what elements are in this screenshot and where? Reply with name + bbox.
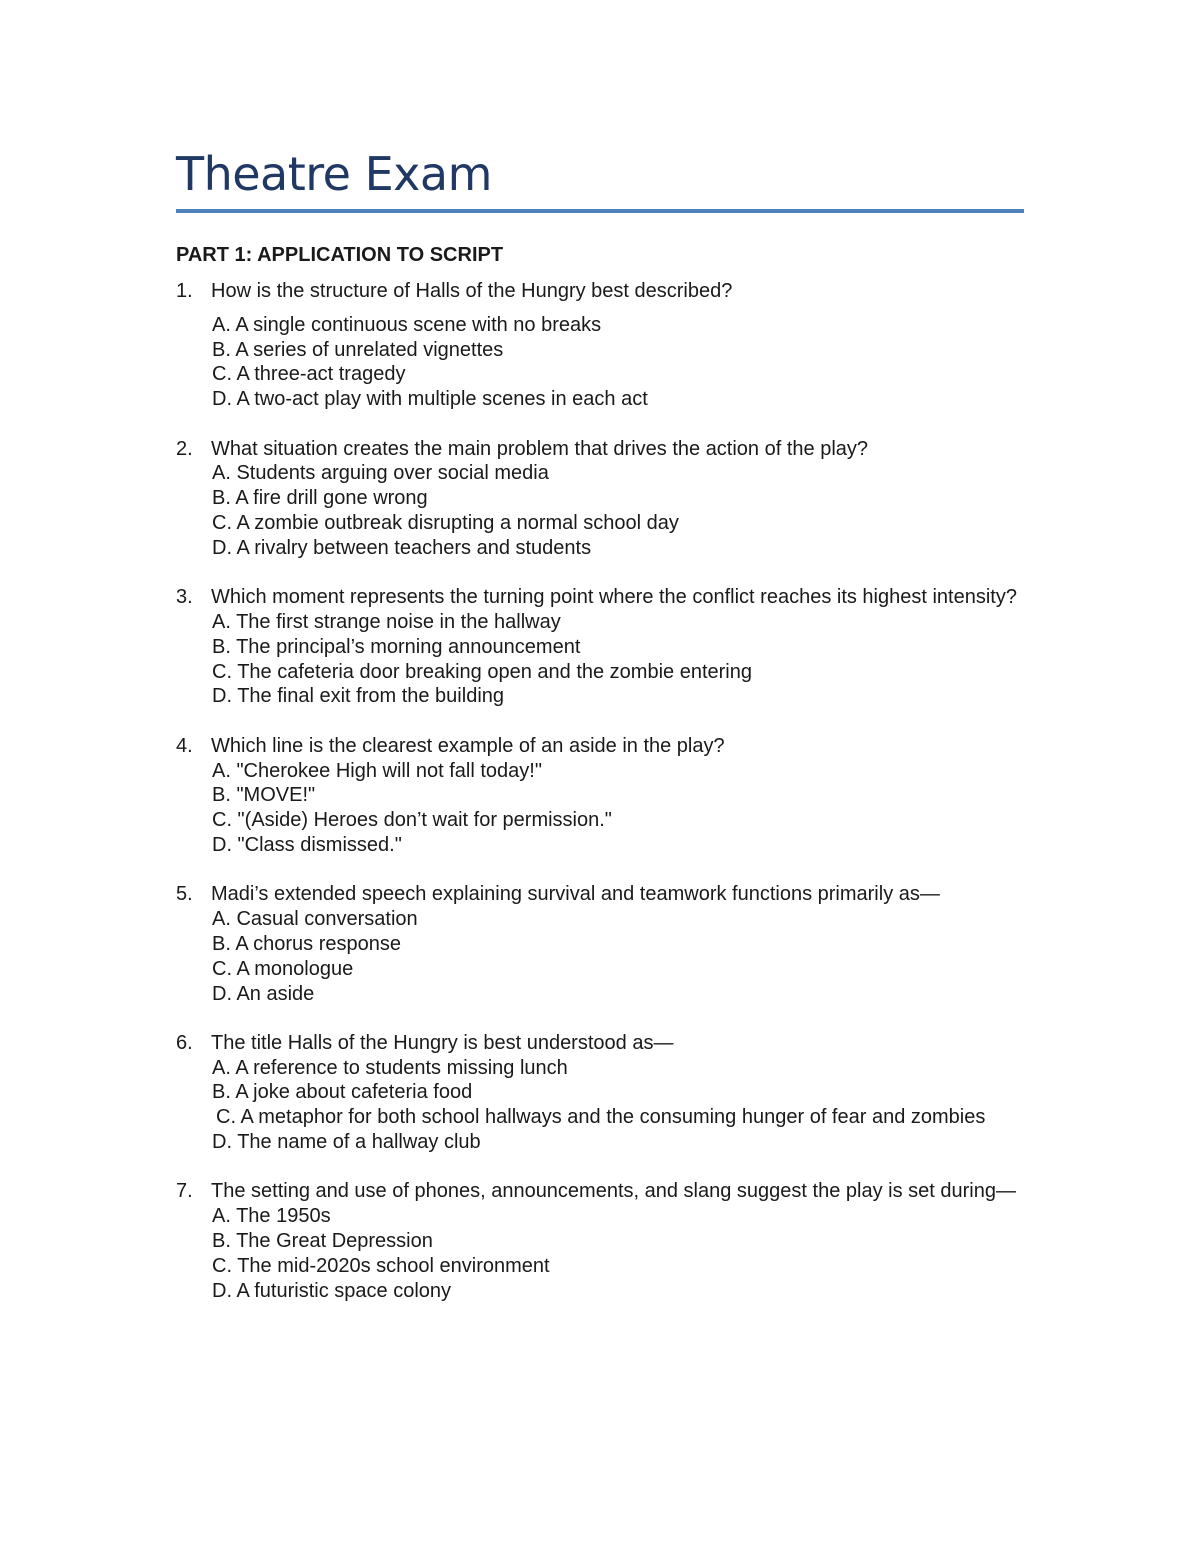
- question-text: Which line is the clearest example of an aside in the play?: [211, 734, 725, 757]
- answer-option-b: B. A joke about cafeteria food: [212, 1081, 473, 1104]
- question-text: The title Halls of the Hungry is best understood as—: [211, 1031, 674, 1054]
- answer-option-c: C. A monologue: [212, 957, 354, 980]
- answer-options: [176, 1056, 1024, 1155]
- question-2: [176, 437, 1024, 561]
- question-number: 5.: [176, 883, 193, 906]
- answer-option-c: C. A zombie outbreak disrupting a normal school day: [212, 511, 679, 534]
- answer-option-b: B. A chorus response: [212, 932, 402, 955]
- answer-option-d: D. A rivalry between teachers and students: [212, 536, 592, 559]
- question-text: What situation creates the main problem that drives the action of the play?: [211, 437, 869, 460]
- answer-option-b: B. The principal’s morning announcement: [212, 635, 581, 658]
- question-6: [176, 1031, 1024, 1155]
- question-4: [176, 734, 1024, 858]
- answer-option-c: C. A metaphor for both school hallways and the consuming hunger of fear and zombies: [216, 1106, 986, 1129]
- answer-options: [176, 313, 1024, 412]
- question-text: How is the structure of Halls of the Hungry best described?: [211, 280, 733, 302]
- answer-options: [176, 1204, 1024, 1303]
- question-number: 4.: [176, 734, 193, 757]
- answer-option-a: A. "Cherokee High will not fall today!": [212, 759, 542, 782]
- question-list: [176, 279, 1024, 1328]
- answer-options: [176, 907, 1024, 1006]
- answer-option-a: A. The first strange noise in the hallway: [212, 610, 561, 633]
- answer-option-b: B. The Great Depression: [212, 1230, 433, 1253]
- part-heading: PART 1: APPLICATION TO SCRIPT: [176, 244, 504, 266]
- answer-option-d: D. The final exit from the building: [212, 685, 505, 708]
- answer-options: [176, 759, 1024, 858]
- question-text: The setting and use of phones, announcements, and slang suggest the play is set during—: [211, 1180, 1016, 1203]
- title-underline: [176, 209, 1024, 213]
- answer-option-a: A. The 1950s: [212, 1205, 331, 1228]
- answer-options: [176, 610, 1024, 709]
- question-3: [176, 585, 1024, 709]
- answer-option-a: A. Students arguing over social media: [212, 462, 549, 485]
- question-number: 2.: [176, 437, 193, 460]
- answer-option-b: B. "MOVE!": [212, 784, 316, 807]
- answer-option-d: D. The name of a hallway club: [212, 1131, 481, 1154]
- answer-options: [176, 461, 1024, 560]
- answer-option-c: C. The mid-2020s school environment: [212, 1254, 550, 1277]
- answer-option-a: A. A single continuous scene with no breaks: [212, 313, 602, 336]
- question-text: Madi’s extended speech explaining survival and teamwork functions primarily as—: [211, 883, 940, 906]
- answer-option-a: A. A reference to students missing lunch: [212, 1056, 568, 1079]
- question-number: 6.: [176, 1031, 193, 1054]
- answer-option-c: C. A three-act tragedy: [212, 363, 406, 386]
- question-number: 1.: [176, 280, 193, 302]
- answer-option-d: D. "Class dismissed.": [212, 833, 402, 856]
- question-text: Which moment represents the turning point where the conflict reaches its highest intensity?: [211, 586, 1017, 609]
- question-7: [176, 1179, 1024, 1303]
- answer-option-d: D. An aside: [212, 982, 315, 1005]
- answer-option-a: A. Casual conversation: [212, 908, 418, 931]
- question-5: [176, 882, 1024, 1006]
- question-number: 7.: [176, 1180, 193, 1203]
- answer-option-c: C. The cafeteria door breaking open and the zombie entering: [212, 660, 752, 683]
- answer-option-d: D. A futuristic space colony: [212, 1279, 452, 1302]
- question-1: [176, 279, 1024, 412]
- page-title: Theatre Exam: [176, 147, 492, 201]
- answer-option-c: C. "(Aside) Heroes don’t wait for permission.": [212, 809, 612, 832]
- answer-option-d: D. A two-act play with multiple scenes in each act: [212, 388, 648, 411]
- answer-option-b: B. A series of unrelated vignettes: [212, 338, 504, 361]
- question-number: 3.: [176, 586, 193, 609]
- answer-option-b: B. A fire drill gone wrong: [212, 487, 428, 510]
